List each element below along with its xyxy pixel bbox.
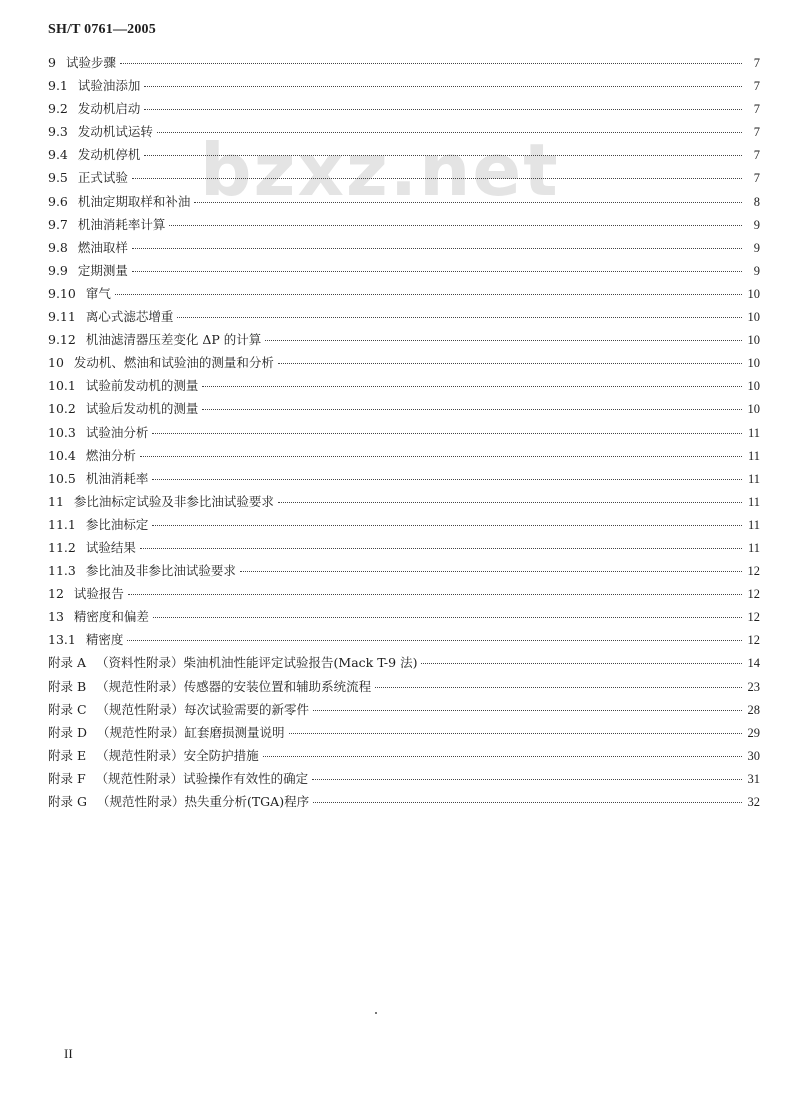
toc-entry — [48, 723, 760, 746]
toc-entry-title: 参比油及非参比油试验要求 — [85, 563, 236, 579]
toc-entry-page: 9 — [753, 263, 760, 278]
toc-entry-page: 7 — [753, 56, 760, 70]
toc-entry-title: 参比油标定试验及非参比油试验要求 — [73, 493, 274, 509]
toc-entry-number: 9.6 — [48, 193, 68, 209]
toc-entry-title: 机油消耗率 — [85, 470, 149, 486]
toc-dot-leader — [265, 339, 742, 341]
toc-entry-number: 11 — [48, 493, 64, 509]
toc-entry-page: 10 — [747, 333, 760, 348]
toc-entry-page: 12 — [747, 564, 760, 579]
toc-entry-page: 12 — [747, 633, 760, 648]
toc-dot-leader — [120, 62, 742, 64]
toc-entry-title: 发动机启动 — [77, 101, 141, 117]
toc-entry — [48, 353, 760, 376]
toc-entry-page: 10 — [747, 310, 760, 325]
toc-entry-page: 14 — [747, 656, 760, 671]
toc-entry-title: 试验报告 — [73, 586, 124, 602]
toc-entry-title: 机油滤清器压差变化 ΔP 的计算 — [85, 332, 262, 348]
toc-entry-number: 10.5 — [48, 470, 76, 486]
toc-dot-leader — [157, 131, 742, 133]
toc-entry-page: 7 — [753, 79, 760, 94]
toc-entry — [48, 168, 760, 191]
toc-entry-number: 12 — [48, 586, 64, 602]
toc-entry — [48, 145, 760, 168]
toc-dot-leader — [177, 316, 742, 318]
toc-entry — [48, 192, 760, 215]
toc-entry — [48, 792, 760, 815]
page-mark — [375, 1012, 377, 1014]
toc-entry-title: 精密度 — [85, 632, 124, 648]
toc-entry-page: 31 — [747, 771, 760, 786]
toc-entry-title: 试验油添加 — [77, 78, 141, 94]
toc-dot-leader — [194, 201, 742, 203]
toc-entry-number: 10 — [48, 355, 64, 371]
toc-entry — [48, 561, 760, 584]
toc-dot-leader — [313, 801, 742, 803]
toc-entry-title: 机油消耗率计算 — [77, 216, 166, 232]
toc-entry-page: 12 — [747, 587, 760, 602]
toc-entry — [48, 446, 760, 469]
toc-entry — [48, 677, 760, 700]
toc-entry-page: 29 — [747, 725, 760, 740]
toc-entry-title: 试验后发动机的测量 — [85, 401, 199, 417]
toc-entry — [48, 584, 760, 607]
toc-entry — [48, 492, 760, 515]
page-number: II — [64, 1046, 73, 1061]
toc-entry — [48, 99, 760, 122]
toc-dot-leader — [153, 616, 742, 618]
toc-entry-page: 9 — [753, 240, 760, 255]
toc-entry — [48, 376, 760, 399]
toc-dot-leader — [152, 524, 742, 526]
toc-entry-number: 10.3 — [48, 424, 76, 440]
toc-entry — [48, 469, 760, 492]
toc-dot-leader — [278, 501, 742, 503]
toc-entry-page: 10 — [747, 286, 760, 301]
toc-entry-number: 附录 C — [48, 701, 87, 717]
toc-entry-title: 发动机试运转 — [77, 124, 153, 140]
toc-entry — [48, 399, 760, 422]
toc-entry — [48, 423, 760, 446]
toc-entry-number: 9.10 — [48, 285, 76, 301]
toc-dot-leader — [202, 408, 742, 410]
toc-entry-number: 附录 F — [48, 770, 86, 786]
toc-entry-number: 9.2 — [48, 101, 68, 117]
toc-entry — [48, 330, 760, 353]
toc-dot-leader — [375, 686, 742, 688]
toc-entry — [48, 76, 760, 99]
toc-dot-leader — [132, 177, 742, 179]
toc-entry-title: 窜气 — [85, 285, 111, 301]
toc-entry-title: 燃油取样 — [77, 239, 128, 255]
toc-entry-page: 11 — [747, 540, 760, 555]
toc-dot-leader — [128, 593, 742, 595]
toc-entry — [48, 122, 760, 145]
toc-entry-number: 9.12 — [48, 332, 76, 348]
toc-entry-page: 32 — [747, 795, 760, 809]
toc-entry-page: 7 — [753, 125, 760, 140]
toc-dot-leader — [278, 362, 742, 364]
toc-entry-title: 试验结果 — [85, 539, 136, 555]
toc-entry-title: （资料性附录）柴油机油性能评定试验报告(Mack T-9 法) — [96, 655, 418, 671]
toc-entry-page: 10 — [747, 379, 760, 394]
toc-dot-leader — [144, 154, 742, 156]
toc-dot-leader — [263, 755, 742, 757]
toc-entry-page: 28 — [747, 702, 760, 717]
toc-entry-title: （规范性附录）缸套磨损测量说明 — [97, 724, 285, 740]
standard-code-header: SH/T 0761—2005 — [48, 22, 156, 37]
toc-dot-leader — [152, 478, 742, 480]
toc-entry-number: 11.1 — [48, 516, 76, 532]
toc-entry-page: 11 — [747, 425, 760, 440]
toc-entry — [48, 630, 760, 653]
toc-entry-number: 附录 G — [48, 794, 87, 809]
toc-entry — [48, 261, 760, 284]
toc-entry-number: 10.1 — [48, 378, 76, 394]
toc-dot-leader — [115, 293, 742, 295]
toc-entry-page: 12 — [747, 610, 760, 625]
toc-entry-number: 附录 B — [48, 678, 87, 694]
toc-entry — [48, 307, 760, 330]
toc-entry-title: 参比油标定 — [85, 516, 149, 532]
toc-entry — [48, 284, 760, 307]
toc-entry-number: 附录 E — [48, 747, 87, 763]
toc-entry-title: 试验步骤 — [65, 55, 116, 70]
toc-entry-page: 7 — [753, 102, 760, 117]
toc-entry-number: 9.1 — [48, 78, 68, 94]
toc-dot-leader — [132, 270, 742, 272]
toc-entry-title: 定期测量 — [77, 262, 128, 278]
toc-entry — [48, 238, 760, 261]
toc-entry — [48, 215, 760, 238]
toc-entry — [48, 769, 760, 792]
table-of-contents — [48, 53, 760, 815]
toc-entry-page: 9 — [753, 217, 760, 232]
toc-entry-title: 试验油分析 — [85, 424, 149, 440]
toc-dot-leader — [169, 224, 742, 226]
toc-dot-leader — [127, 639, 742, 641]
toc-dot-leader — [132, 247, 742, 249]
toc-entry — [48, 746, 760, 769]
toc-entry-title: 机油定期取样和补油 — [77, 193, 191, 209]
toc-entry-page: 10 — [747, 356, 760, 371]
toc-entry-number: 11.2 — [48, 539, 76, 555]
toc-entry — [48, 607, 760, 630]
toc-dot-leader — [421, 662, 742, 664]
toc-dot-leader — [289, 732, 742, 734]
toc-entry — [48, 700, 760, 723]
toc-dot-leader — [313, 709, 742, 711]
toc-entry-page: 30 — [747, 748, 760, 763]
toc-entry-title: （规范性附录）热失重分析(TGA)程序 — [96, 794, 310, 809]
toc-dot-leader — [312, 778, 742, 780]
toc-dot-leader — [140, 547, 742, 549]
toc-entry-title: 燃油分析 — [85, 447, 136, 463]
toc-dot-leader — [140, 455, 742, 457]
toc-entry-number: 9.7 — [48, 216, 68, 232]
toc-dot-leader — [152, 432, 742, 434]
toc-entry-title: 精密度和偏差 — [73, 609, 149, 625]
toc-entry-page: 10 — [747, 402, 760, 417]
watermark: bzxz.net — [200, 128, 560, 212]
toc-entry-title: （规范性附录）安全防护措施 — [96, 747, 259, 763]
toc-dot-leader — [144, 85, 742, 87]
toc-dot-leader — [240, 570, 742, 572]
toc-dot-leader — [202, 385, 742, 387]
toc-entry-page: 11 — [747, 494, 760, 509]
toc-entry-number: 9.11 — [48, 309, 76, 325]
toc-entry-number: 9.9 — [48, 262, 68, 278]
toc-entry — [48, 53, 760, 76]
toc-entry — [48, 515, 760, 538]
toc-entry-page: 7 — [753, 148, 760, 163]
toc-entry-number: 附录 A — [48, 655, 87, 671]
toc-entry-title: 发动机停机 — [77, 147, 141, 163]
toc-entry-page: 8 — [753, 194, 760, 209]
toc-entry-title: 正式试验 — [77, 170, 128, 186]
toc-entry — [48, 653, 760, 676]
toc-entry — [48, 538, 760, 561]
toc-entry-number: 附录 D — [48, 724, 87, 740]
toc-entry-number: 9.3 — [48, 124, 68, 140]
toc-entry-number: 9.8 — [48, 239, 68, 255]
toc-dot-leader — [144, 108, 742, 110]
toc-entry-number: 9.4 — [48, 147, 68, 163]
toc-entry-number: 13 — [48, 609, 64, 625]
toc-entry-title: 离心式滤芯增重 — [85, 309, 174, 325]
toc-entry-page: 7 — [753, 171, 760, 186]
toc-entry-number: 9.5 — [48, 170, 68, 186]
toc-entry-page: 11 — [747, 448, 760, 463]
toc-entry-title: 发动机、燃油和试验油的测量和分析 — [73, 355, 274, 371]
toc-entry-number: 13.1 — [48, 632, 76, 648]
toc-entry-page: 11 — [747, 471, 760, 486]
toc-entry-number: 10.4 — [48, 447, 76, 463]
toc-entry-page: 11 — [747, 517, 760, 532]
toc-entry-title: 试验前发动机的测量 — [85, 378, 199, 394]
toc-entry-number: 10.2 — [48, 401, 76, 417]
toc-entry-number: 11.3 — [48, 563, 76, 579]
toc-entry-page: 23 — [747, 679, 760, 694]
toc-entry-number: 9 — [48, 55, 56, 70]
toc-entry-title: （规范性附录）每次试验需要的新零件 — [96, 701, 310, 717]
toc-entry-title: （规范性附录）传感器的安装位置和辅助系统流程 — [96, 678, 372, 694]
toc-entry-title: （规范性附录）试验操作有效性的确定 — [95, 770, 309, 786]
